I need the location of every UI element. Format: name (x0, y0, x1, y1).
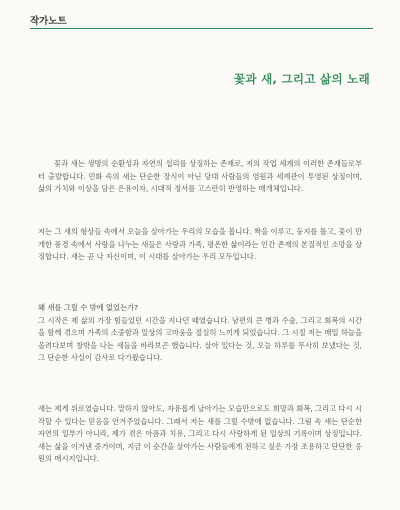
paragraph-reflection (38, 226, 362, 264)
paragraph-comfort-text: 새는 제게 위로였습니다. 말하지 않아도, 자유롭게 날아가는 모습만으로도 희망과 회복, 그리고 다시 시작할 수 있다는 믿음을 안겨주었습니다. 그래서 저는 새를 그릴 수밖에 없습니다. 그림 속 새는 단순한 자연의 일부가 아니라, 제가 겪은 아픔과 치유, 그리고 다시 사랑하게 된 일상의 기록이며 상징입니다. 새는 삶을 이겨낸 증거이며, 지금 이 순간을 살아가는 사람들에게 전하고 싶은 가장 조용하고 단단한 응원의 메시지입니다. (38, 404, 362, 464)
section-divider (30, 28, 373, 29)
paragraph-why (38, 302, 362, 365)
section-label: 작가노트 (30, 16, 67, 27)
paragraph-intro (38, 158, 362, 196)
page-title: 꽃과 새, 그리고 삶의 노래 (234, 72, 370, 86)
paragraph-why-container (38, 302, 362, 365)
paragraph-reflection-text: 저는 그 새의 형상들 속에서 오늘을 살아가는 우리의 모습을 봅니다. 짝을 이루고, 둥지를 틀고, 꽃이 만개한 풍경 속에서 사랑을 나누는 새들은 사랑과 가족, 평온한 삶이라는 인간 존재의 본질적인 소망을 상징합니다. 새는 곧 나 자신이며, 이 시대를 살아가는 우리 모두입니다. (38, 227, 362, 262)
paragraph-comfort (38, 403, 362, 466)
paragraph-why-question: 왜 새를 그릴 수 밖에 없었는가? (38, 303, 139, 312)
paragraph-intro-text: 꽃과 새는 생명의 순환성과 자연의 섭리를 상징하는 존재로, 저의 작업 세계의 이러한 존재들로부터 출발합니다. 민화 속의 새는 단순한 장식이 아닌 당대 사람들의 염원과 세계관이 투영된 상징이며, 삶의 가치와 이상을 담은 은유이자, 시대적 정서를 고스란히 반영하는 매개체입니다. (38, 159, 362, 194)
paragraph-why-text: 그 시작은 제 삶의 가장 힘들었던 시간을 지나던 때였습니다. 남편의 큰 병과 수술, 그리고 회복의 시간을 함께 겪으며 가족의 소중함과 일상의 고마움을 절실히 느끼게 되었습니다. 그 시절 저는 매일 하늘을 올려다보며 창밖을 나는 새들을 바라보곤 했습니다. 살아 있다는 것, 오늘 하루를 무사히 보냈다는 것, 그 단순한 사실이 감사로 다가왔습니다. (38, 315, 362, 363)
